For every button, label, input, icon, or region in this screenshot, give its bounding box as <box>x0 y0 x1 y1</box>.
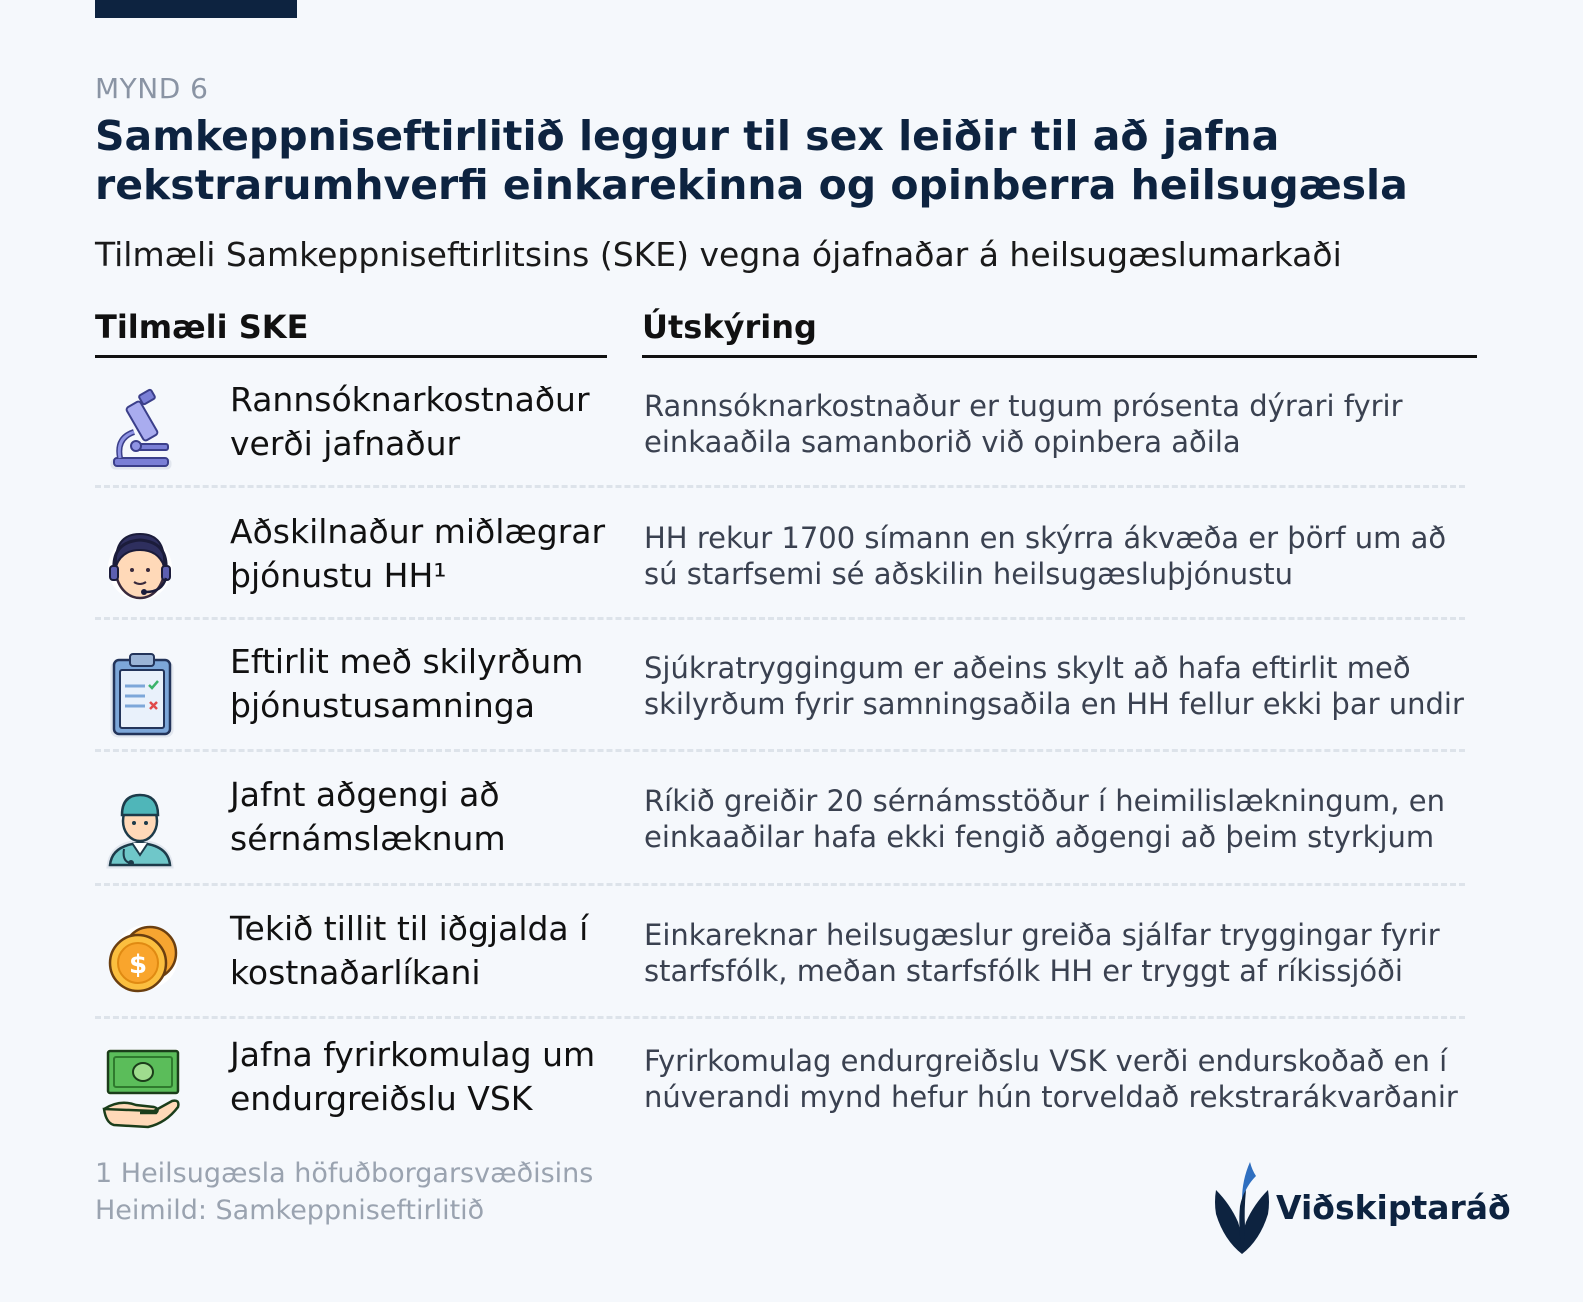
logo-mark-icon <box>1212 1160 1272 1255</box>
table-row <box>95 510 1485 640</box>
row-divider <box>95 485 1465 488</box>
call-center-agent-icon <box>100 520 180 610</box>
coins-icon <box>100 917 180 1007</box>
top-accent-bar <box>95 0 297 18</box>
recommendation-text: Jafnt aðgengi að sérnámslæknum <box>230 775 506 858</box>
table-row <box>95 1033 1485 1163</box>
table-row <box>95 378 1485 508</box>
explanation-text: Fyrirkomulag endurgreiðslu VSK verði endurskoðað en í núverandi mynd hefur hún torveldað rekstrarákvarðanir <box>644 1044 1458 1114</box>
footnote-block <box>95 1155 593 1229</box>
explanation-text: Ríkið greiðir 20 sérnámsstöður í heimilislækningum, en einkaaðilar hafa ekki fengið aðgengi að þeim styrkjum <box>644 784 1445 854</box>
column-header-recommendation: Tilmæli SKE <box>95 308 309 346</box>
microscope-icon <box>100 388 180 478</box>
vidskiptarad-logo <box>1212 1160 1511 1255</box>
logo-wordmark: Viðskiptaráð <box>1276 1188 1511 1227</box>
recommendation-text: Jafna fyrirkomulag um endurgreiðslu VSK <box>230 1035 596 1118</box>
doctor-icon <box>100 783 180 873</box>
recommendation-text: Tekið tillit til iðgjalda í kostnaðarlíkani <box>230 909 589 992</box>
explanation-text: HH rekur 1700 símann en skýrra ákvæða er þörf um að sú starfsemi sé aðskilin heilsugæsluþjónustu <box>644 521 1447 591</box>
explanation-text: Einkareknar heilsugæslur greiða sjálfar tryggingar fyrir starfsfólk, meðan starfsfólk HH er tryggt af ríkissjóði <box>644 918 1440 988</box>
figure-title: Samkeppniseftirlitið leggur til sex leiðir til að jafna rekstrarumhverfi einkarekinna og opinberra heilsugæsla <box>95 112 1408 209</box>
clipboard-checklist-icon <box>100 650 180 740</box>
figure-number: MYND 6 <box>95 72 209 105</box>
recommendation-text: Eftirlit með skilyrðum þjónustusamninga <box>230 642 584 725</box>
figure-subtitle: Tilmæli Samkeppniseftirlitsins (SKE) vegna ójafnaðar á heilsugæslumarkaði <box>95 235 1342 274</box>
row-divider <box>95 1016 1465 1019</box>
recommendation-text: Aðskilnaður miðlægrar þjónustu HH¹ <box>230 512 606 595</box>
recommendation-text: Rannsóknarkostnaður verði jafnaður <box>230 380 590 463</box>
header-rule <box>642 355 1477 358</box>
row-divider <box>95 749 1465 752</box>
money-hand-icon <box>100 1043 180 1133</box>
header-rule <box>95 355 607 358</box>
explanation-text: Rannsóknarkostnaður er tugum prósenta dýrari fyrir einkaaðila samanborið við opinbera aðila <box>644 389 1403 459</box>
source-note: Heimild: Samkeppniseftirlitið <box>95 1195 485 1226</box>
explanation-text: Sjúkratryggingum er aðeins skylt að hafa eftirlit með skilyrðum fyrir samningsaðila en HH fellur ekki þar undir <box>644 651 1464 721</box>
row-divider <box>95 883 1465 886</box>
column-header-explanation: Útskýring <box>642 308 817 346</box>
footnote: 1 Heilsugæsla höfuðborgarsvæðisins <box>95 1158 594 1189</box>
row-divider <box>95 617 1465 620</box>
svg-text:$: $ <box>128 950 148 980</box>
